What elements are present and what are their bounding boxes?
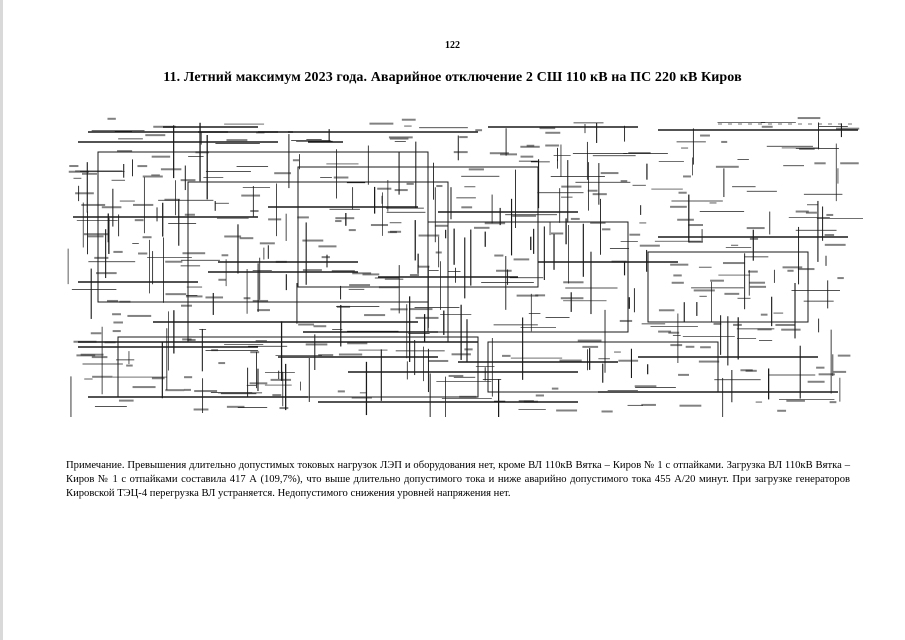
scheme-label-mark bbox=[740, 369, 752, 371]
scheme-label-mark bbox=[402, 119, 416, 121]
scheme-label-mark bbox=[750, 286, 766, 288]
scheme-label-mark bbox=[688, 224, 703, 226]
scheme-label-mark bbox=[716, 166, 739, 168]
scheme-label-mark bbox=[621, 180, 628, 182]
scheme-label-mark bbox=[836, 128, 859, 130]
scheme-label-mark bbox=[164, 199, 179, 201]
scheme-label-mark bbox=[410, 274, 419, 276]
scheme-label-mark bbox=[593, 193, 607, 195]
scheme-label-mark bbox=[274, 172, 291, 174]
scheme-label-mark bbox=[133, 204, 153, 206]
scheme-label-mark bbox=[73, 341, 96, 343]
scheme-label-mark bbox=[335, 217, 354, 219]
scheme-label-mark bbox=[686, 346, 695, 348]
scheme-label-mark bbox=[240, 237, 254, 239]
scheme-drawing bbox=[58, 112, 870, 422]
scheme-label-mark bbox=[833, 371, 846, 373]
scheme-label-mark bbox=[253, 300, 268, 302]
scheme-label-mark bbox=[521, 156, 534, 158]
scheme-label-mark bbox=[332, 270, 355, 272]
scheme-frame bbox=[118, 337, 478, 397]
scheme-label-mark bbox=[714, 323, 722, 325]
scheme-label-mark bbox=[798, 268, 815, 270]
scheme-label-mark bbox=[825, 244, 846, 246]
scheme-label-mark bbox=[519, 400, 534, 402]
scheme-label-mark bbox=[474, 227, 490, 229]
scheme-label-mark bbox=[464, 348, 472, 350]
scheme-label-mark bbox=[250, 382, 268, 384]
scheme-label-mark bbox=[181, 179, 196, 181]
scheme-label-mark bbox=[723, 262, 745, 264]
scheme-label-mark bbox=[475, 129, 482, 131]
scheme-label-mark bbox=[461, 206, 472, 208]
scheme-label-mark bbox=[628, 152, 650, 154]
scheme-label-mark bbox=[241, 195, 260, 197]
scheme-label-mark bbox=[670, 206, 687, 208]
scheme-label-mark bbox=[796, 211, 809, 213]
scheme-label-mark bbox=[670, 344, 682, 346]
scheme-label-mark bbox=[601, 172, 619, 174]
scheme-label-mark bbox=[194, 408, 209, 410]
scheme-label-mark bbox=[837, 277, 843, 279]
scheme-label-mark bbox=[113, 251, 122, 253]
scheme-label-mark bbox=[182, 252, 205, 254]
scheme-label-mark bbox=[826, 214, 833, 216]
scheme-label-mark bbox=[276, 261, 287, 263]
scheme-label-mark bbox=[761, 314, 768, 316]
scheme-label-mark bbox=[540, 127, 556, 129]
scheme-label-mark bbox=[104, 341, 115, 343]
scheme-label-mark bbox=[271, 379, 291, 381]
scheme-label-mark bbox=[256, 131, 264, 133]
scheme-label-mark bbox=[137, 165, 147, 167]
scheme-label-mark bbox=[612, 261, 627, 263]
scheme-label-mark bbox=[559, 360, 581, 362]
scheme-label-mark bbox=[165, 261, 182, 263]
scheme-label-mark bbox=[700, 135, 710, 137]
scheme-label-mark bbox=[485, 222, 505, 224]
scheme-label-mark bbox=[257, 309, 270, 311]
scheme-label-mark bbox=[428, 360, 448, 362]
scheme-label-mark bbox=[338, 390, 345, 392]
scheme-label-mark bbox=[107, 300, 118, 302]
scheme-label-mark bbox=[297, 216, 309, 218]
scheme-label-mark bbox=[582, 346, 598, 348]
scheme-label-mark bbox=[535, 294, 545, 296]
scheme-label-mark bbox=[602, 410, 613, 412]
power-grid-scheme bbox=[58, 112, 870, 422]
scheme-label-mark bbox=[679, 192, 687, 194]
scheme-label-mark bbox=[469, 168, 484, 170]
scheme-label-mark bbox=[590, 222, 605, 224]
scheme-label-mark bbox=[293, 159, 299, 161]
scheme-label-mark bbox=[536, 394, 544, 396]
scheme-label-mark bbox=[84, 233, 108, 235]
scheme-label-mark bbox=[302, 240, 323, 242]
scheme-label-mark bbox=[92, 376, 112, 378]
scheme-label-mark bbox=[117, 150, 132, 152]
scheme-label-mark bbox=[452, 353, 471, 355]
scheme-label-mark bbox=[814, 162, 825, 164]
scheme-label-mark bbox=[250, 351, 259, 353]
scheme-label-mark bbox=[514, 258, 530, 260]
scheme-label-mark bbox=[318, 354, 333, 356]
scheme-label-mark bbox=[260, 242, 275, 244]
scheme-label-mark bbox=[436, 185, 442, 187]
scheme-label-mark bbox=[349, 284, 370, 286]
scheme-label-mark bbox=[126, 365, 133, 367]
scheme-label-mark bbox=[194, 390, 217, 392]
scheme-label-mark bbox=[418, 266, 430, 268]
scheme-label-mark bbox=[371, 224, 388, 226]
scheme-label-mark bbox=[303, 269, 322, 271]
scheme-label-mark bbox=[113, 330, 121, 332]
scheme-label-mark bbox=[347, 342, 367, 344]
scheme-label-mark bbox=[143, 236, 152, 238]
scheme-label-mark bbox=[161, 168, 181, 170]
scheme-label-mark bbox=[757, 328, 771, 330]
scheme-label-mark bbox=[561, 186, 581, 188]
scheme-label-mark bbox=[226, 139, 247, 141]
scheme-label-mark bbox=[502, 355, 511, 357]
scheme-label-mark bbox=[152, 377, 165, 379]
scheme-label-mark bbox=[272, 394, 281, 396]
scheme-label-mark bbox=[659, 309, 674, 311]
scheme-frame bbox=[98, 152, 428, 302]
scheme-label-mark bbox=[415, 317, 438, 319]
scheme-label-mark bbox=[185, 214, 195, 216]
scheme-label-mark bbox=[512, 215, 536, 217]
scheme-label-mark bbox=[419, 235, 440, 237]
scheme-label-mark bbox=[602, 228, 610, 230]
page-title: 11. Летний максимум 2023 года. Аварийное отключение 2 СШ 110 кВ на ПС 220 кВ Киров bbox=[163, 70, 742, 85]
scheme-label-mark bbox=[107, 118, 115, 120]
scheme-label-mark bbox=[838, 355, 851, 357]
scheme-label-mark bbox=[563, 281, 583, 283]
scheme-label-mark bbox=[750, 238, 758, 240]
scheme-label-mark bbox=[678, 374, 689, 376]
scheme-label-mark bbox=[552, 388, 559, 390]
scheme-label-mark bbox=[314, 325, 327, 327]
scheme-label-mark bbox=[658, 331, 671, 333]
scheme-label-mark bbox=[135, 219, 144, 221]
scheme-label-mark bbox=[92, 356, 108, 358]
scheme-label-mark bbox=[748, 271, 758, 273]
scheme-label-mark bbox=[369, 123, 393, 125]
scheme-label-mark bbox=[113, 321, 123, 323]
scheme-label-mark bbox=[306, 343, 328, 345]
scheme-label-mark bbox=[775, 324, 795, 326]
scheme-label-mark bbox=[349, 229, 356, 231]
scheme-label-mark bbox=[184, 389, 191, 391]
scheme-label-mark bbox=[724, 293, 739, 295]
scheme-label-mark bbox=[787, 270, 793, 272]
scheme-label-mark bbox=[339, 354, 362, 356]
scheme-label-mark bbox=[545, 145, 559, 147]
scheme-label-mark bbox=[102, 206, 122, 208]
scheme-label-mark bbox=[551, 232, 563, 234]
scheme-label-mark bbox=[670, 264, 688, 266]
scheme-label-mark bbox=[459, 136, 467, 138]
scheme-label-mark bbox=[840, 162, 859, 164]
scheme-label-mark bbox=[395, 189, 408, 191]
scheme-label-mark bbox=[694, 289, 715, 291]
scheme-label-mark bbox=[145, 134, 165, 136]
scheme-label-mark bbox=[153, 126, 175, 128]
scheme-label-mark bbox=[571, 218, 580, 220]
scheme-label-mark bbox=[335, 220, 341, 222]
scheme-label-mark bbox=[377, 188, 391, 190]
scheme-label-mark bbox=[82, 173, 97, 175]
scheme-label-mark bbox=[133, 386, 156, 388]
scheme-label-mark bbox=[517, 295, 539, 297]
scheme-label-mark bbox=[81, 354, 104, 356]
scheme-label-mark bbox=[334, 177, 349, 179]
scheme-label-mark bbox=[700, 346, 711, 348]
scheme-label-mark bbox=[222, 254, 229, 256]
scheme-label-mark bbox=[389, 136, 413, 138]
scheme-label-mark bbox=[680, 405, 702, 407]
scheme-label-mark bbox=[762, 126, 773, 128]
scheme-label-mark bbox=[545, 132, 560, 134]
scheme-label-mark bbox=[520, 146, 539, 148]
scheme-label-mark bbox=[244, 297, 251, 299]
scheme-label-mark bbox=[218, 362, 225, 364]
scheme-label-mark bbox=[683, 175, 691, 177]
scheme-label-mark bbox=[143, 176, 163, 178]
scheme-label-mark bbox=[435, 225, 449, 227]
scheme-label-mark bbox=[733, 324, 742, 326]
scheme-label-mark bbox=[496, 270, 512, 272]
scheme-label-mark bbox=[629, 234, 640, 236]
scheme-label-mark bbox=[119, 400, 134, 402]
scheme-label-mark bbox=[91, 332, 102, 334]
scheme-label-mark bbox=[449, 375, 464, 377]
scheme-label-mark bbox=[152, 156, 170, 158]
scheme-label-mark bbox=[816, 367, 824, 369]
scheme-label-mark bbox=[620, 320, 632, 322]
scheme-label-mark bbox=[798, 117, 821, 119]
scheme-label-mark bbox=[227, 406, 245, 408]
scheme-label-mark bbox=[69, 165, 78, 167]
scheme-label-mark bbox=[409, 308, 432, 310]
scheme-label-mark bbox=[786, 400, 805, 402]
scheme-label-mark bbox=[454, 151, 468, 153]
scheme-label-mark bbox=[635, 385, 657, 387]
scheme-label-mark bbox=[94, 257, 108, 259]
scheme-label-mark bbox=[689, 241, 703, 243]
scheme-label-mark bbox=[75, 192, 94, 194]
scheme-label-mark bbox=[165, 389, 184, 391]
scheme-label-mark bbox=[699, 361, 719, 363]
scheme-label-mark bbox=[119, 301, 130, 303]
scheme-label-mark bbox=[556, 409, 577, 411]
scheme-label-mark bbox=[195, 151, 209, 153]
page-number: 122 bbox=[445, 40, 460, 51]
scheme-label-mark bbox=[640, 245, 660, 247]
scheme-label-mark bbox=[436, 251, 442, 253]
scheme-label-mark bbox=[388, 231, 397, 233]
scheme-label-mark bbox=[298, 324, 314, 326]
scheme-label-mark bbox=[578, 340, 602, 342]
scheme-label-mark bbox=[337, 306, 350, 308]
scheme-label-mark bbox=[618, 360, 638, 362]
scheme-label-mark bbox=[279, 407, 288, 409]
scheme-label-mark bbox=[69, 171, 89, 173]
scheme-label-mark bbox=[96, 272, 117, 274]
scheme-label-mark bbox=[494, 255, 503, 257]
scheme-label-mark bbox=[777, 410, 786, 412]
scheme-label-mark bbox=[127, 315, 151, 317]
scheme-label-mark bbox=[407, 183, 414, 185]
scheme-label-mark bbox=[205, 296, 223, 298]
scheme-label-mark bbox=[81, 204, 105, 206]
scheme-label-mark bbox=[268, 218, 281, 220]
scheme-label-mark bbox=[390, 308, 407, 310]
scheme-label-mark bbox=[672, 282, 684, 284]
scheme-label-mark bbox=[112, 313, 121, 315]
scheme-label-mark bbox=[182, 338, 191, 340]
scheme-label-mark bbox=[138, 252, 147, 254]
scheme-label-mark bbox=[224, 235, 241, 237]
scheme-label-mark bbox=[783, 266, 803, 268]
scheme-label-mark bbox=[184, 376, 192, 378]
scheme-label-mark bbox=[364, 314, 385, 316]
scheme-label-mark bbox=[799, 148, 815, 150]
scheme-label-mark bbox=[721, 141, 727, 143]
note-paragraph: Примечание. Превышения длительно допустимых токовых нагрузок ЛЭП и оборудования нет, кроме ВЛ 110кВ Вятка – Киров № 1 с отпайками. Загрузка ВЛ 110кВ Вятка – Киров № 1 с отпайками составила 417 А (109,7%), что выше длительно допустимого тока и ниже аварийно допустимого тока 455 А/20 минут. При загрузке генераторов Кировской ТЭЦ-4 перегрузка ВЛ устраняется. Недопустимого снижения уровней напряжения нет. bbox=[66, 460, 850, 499]
page-edge bbox=[0, 0, 3, 640]
scheme-label-mark bbox=[749, 282, 765, 284]
scheme-label-mark bbox=[561, 297, 584, 299]
scheme-label-mark bbox=[165, 293, 186, 295]
scheme-label-mark bbox=[379, 286, 399, 288]
scheme-label-mark bbox=[186, 295, 203, 297]
scheme-label-mark bbox=[218, 279, 226, 281]
scheme-label-mark bbox=[88, 235, 104, 237]
scheme-label-mark bbox=[808, 381, 825, 383]
scheme-label-mark bbox=[322, 256, 330, 258]
scheme-label-mark bbox=[819, 373, 835, 375]
scheme-label-mark bbox=[588, 190, 598, 192]
scheme-label-mark bbox=[352, 272, 371, 274]
scheme-label-mark bbox=[181, 305, 192, 307]
scheme-label-mark bbox=[318, 245, 336, 247]
scheme-label-mark bbox=[459, 396, 476, 398]
scheme-label-mark bbox=[250, 210, 258, 212]
scheme-label-mark bbox=[490, 152, 509, 154]
scheme-label-mark bbox=[830, 401, 837, 403]
scheme-label-mark bbox=[352, 397, 372, 399]
scheme-label-mark bbox=[211, 349, 218, 351]
scheme-label-mark bbox=[747, 227, 765, 229]
scheme-label-mark bbox=[641, 404, 656, 406]
scheme-label-mark bbox=[825, 234, 834, 236]
scheme-label-mark bbox=[781, 329, 800, 331]
scheme-label-mark bbox=[677, 219, 694, 221]
scheme-label-mark bbox=[710, 280, 724, 282]
scheme-label-mark bbox=[673, 274, 681, 276]
